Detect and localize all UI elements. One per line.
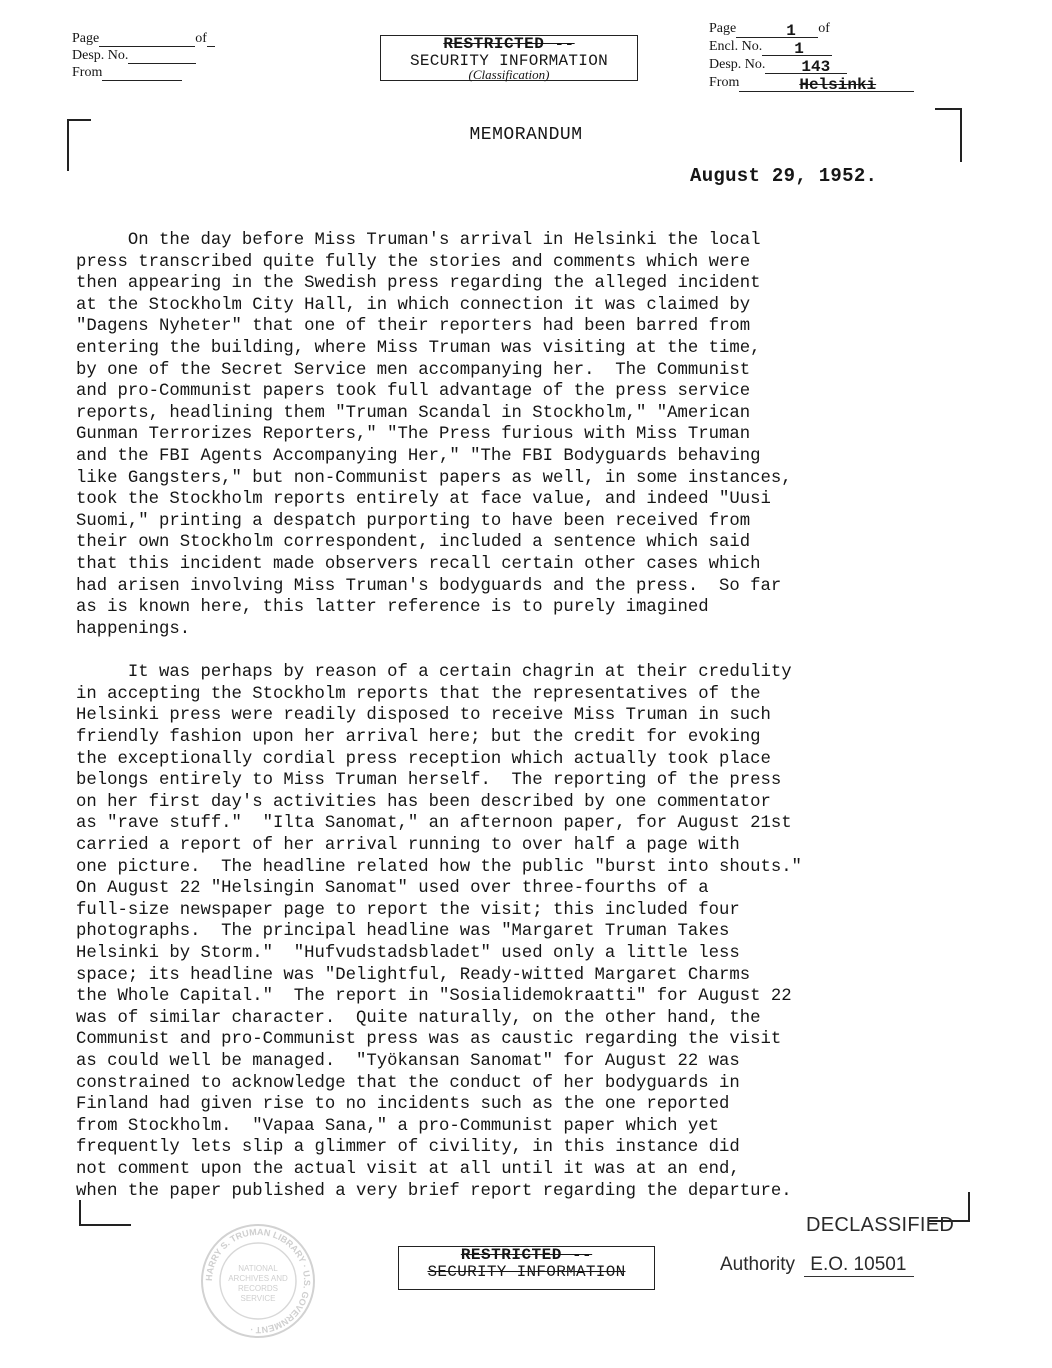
page-label: Page [709,21,737,36]
body-line: carried a report of her arrival running to over half a page with [76,836,740,856]
body-line: that this incident made observers recall certain other cases which [76,554,761,574]
body-line: On August 22 "Helsingin Sanomat" used over three-fourths of a [76,879,709,899]
body-line: the Whole Capital." The report in "Sosialidemokraatti" for August 22 [76,987,792,1007]
body-line: one picture. The headline related how the public "burst into shouts." [76,857,802,877]
header-right-from-row [709,74,914,92]
of-label: of [195,31,207,46]
body-line: the exceptionally cordial press reception which actually took place [76,749,771,769]
memo-date: August 29, 1952. [690,165,878,187]
desp-value-line [765,58,847,76]
header-left-from-row [72,64,215,81]
body-line: their own Stockholm correspondent, included a sentence which said [76,533,751,553]
body-line: as "rave stuff." "Ilta Sanomat," an afternoon paper, for August 21st [76,814,792,834]
body-line: at the Stockholm City Hall, in which connection it was claimed by [76,295,751,315]
header-right-desp-row [709,56,914,74]
from-label: From [709,75,740,90]
body-line: entering the building, where Miss Truman was visiting at the time, [76,338,761,358]
header-left-fields [72,30,215,81]
header-right-encl-row [709,38,914,56]
declassified-stamp: DECLASSIFIED [806,1214,955,1236]
encl-value: 1 [794,40,804,58]
body-line: had arisen involving Miss Truman's bodyguards and the press. So far [76,576,782,596]
desp-label: Desp. No. [709,57,766,72]
desp-label: Desp. No. [72,48,129,63]
encl-label: Encl. No. [709,39,763,54]
archive-seal-icon [198,1221,318,1341]
svg-text:RECORDS: RECORDS [237,1284,279,1293]
security-information-label: SECURITY INFORMATION [427,1263,626,1281]
body-line: Communist and pro-Communist press was as caustic regarding the visit [76,1030,782,1050]
body-line: like Gangsters," but non-Communist papers as well, in some instances, [76,468,792,488]
body-line: space; its headline was "Delightful, Ready-witted Margaret Charms [76,965,751,985]
body-line: full-size newspaper page to report the visit; this included four [76,900,740,920]
classification-box-top [380,35,638,81]
page-value: 1 [786,22,796,40]
encl-value-line [762,40,832,58]
from-label: From [72,65,103,80]
of-label: of [818,21,830,36]
body-line: then appearing in the Swedish press regarding the alleged incident [76,274,761,294]
body-line: happenings. [76,619,191,639]
restricted-stamp: RESTRICTED -- [443,35,575,53]
security-information-label: SECURITY INFORMATION [409,52,609,70]
body-line: On the day before Miss Truman's arrival in Helsinki the local [76,231,761,250]
header-right-page-row [709,20,914,38]
restricted-stamp: RESTRICTED -- [460,1246,593,1264]
header-left-desp-row [72,47,215,64]
body-line: "Dagens Nyheter" that one of their reporters had been barred from [76,317,751,337]
desp-value: 143 [801,58,831,76]
header-left-page-row [72,30,215,47]
body-line: It was perhaps by reason of a certain chagrin at their credulity [76,663,792,683]
paragraph-gap [76,640,976,662]
authority-label: Authority [720,1254,795,1275]
body-line: by one of the Secret Service men accompanying her. The Communist [76,360,751,380]
classification-caption: (Classification) [468,67,550,82]
body-line: in accepting the Stockholm reports that the representatives of the [76,684,761,704]
authority-value: E.O. 10501 [804,1254,914,1277]
header-right-fields [709,20,914,92]
body-line: as is known here, this latter reference is to purely imagined [76,598,709,618]
body-paragraph [76,662,976,1202]
page-label: Page [72,31,100,46]
body-line: and the FBI Agents Accompanying Her," "The FBI Bodyguards behaving [76,446,761,466]
authority-stamp [720,1254,914,1277]
body-paragraph [76,230,976,640]
page-value-line [736,22,818,40]
classification-box-bottom [398,1246,655,1290]
body-line: Helsinki press were readily disposed to receive Miss Truman in such [76,706,771,726]
svg-text:ARCHIVES AND: ARCHIVES AND [228,1274,288,1283]
svg-text:SERVICE: SERVICE [240,1294,276,1303]
body-line: press transcribed quite fully the stories and comments which were [76,252,751,272]
body-line: took the Stockholm reports entirely at face value, and indeed "Uusi [76,490,771,510]
from-value-line [739,76,914,94]
body-line: Suomi," printing a despatch purporting to have been received from [76,511,751,531]
body-line: Finland had given rise to no incidents such as the one reported [76,1095,730,1115]
body-line: friendly fashion upon her arrival here; but the credit for evoking [76,728,761,748]
body-line: from Stockholm. "Vapaa Sana," a pro-Communist paper which yet [76,1116,719,1136]
body-line: Gunman Terrorizes Reporters," "The Press furious with Miss Truman [76,425,751,445]
body-line: frequently lets slip a glimmer of civility, in this instance did [76,1138,740,1158]
desp-blank [128,51,196,64]
body-line: as could well be managed. "Työkansan Sanomat" for August 22 was [76,1051,740,1071]
body-line: constrained to acknowledge that the conduct of her bodyguards in [76,1073,740,1093]
body-line: on her first day's activities has been described by one commentator [76,792,771,812]
body-line: photographs. The principal headline was "Margaret Truman Takes [76,922,730,942]
memo-body [76,230,976,1202]
svg-text:NATIONAL: NATIONAL [238,1264,278,1273]
page-blank [99,34,195,47]
body-line: and pro-Communist papers took full advantage of the press service [76,382,751,402]
body-line: when the paper published a very brief report regarding the departure. [76,1181,792,1201]
body-line: not comment upon the actual visit at all until it was at an end, [76,1159,740,1179]
svg-text:HARRY S. TRUMAN LIBRARY · U.S.: HARRY S. TRUMAN LIBRARY · U.S. GOVERNMENT · [203,1226,313,1336]
memo-title: MEMORANDUM [469,125,583,145]
of-blank [207,34,215,47]
body-line: Helsinki by Storm." "Hufvudstadsbladet" used only a little less [76,944,740,963]
body-line: belongs entirely to Miss Truman herself. The reporting of the press [76,771,782,791]
from-blank [102,68,182,81]
corner-bracket-bottom-left [79,1200,131,1226]
body-line: reports, headlining them "Truman Scandal in Stockholm," "American [76,403,751,423]
from-value: Helsinki [799,76,877,94]
body-line: was of similar character. Quite naturally, on the other hand, the [76,1008,761,1028]
